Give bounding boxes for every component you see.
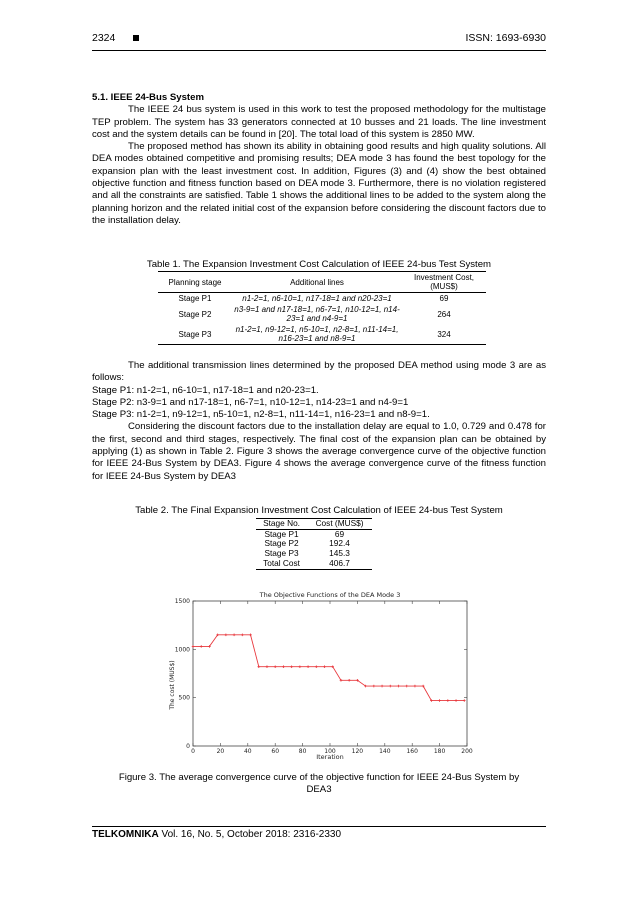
table1 — [158, 271, 486, 345]
table1-header-stage: Planning stage — [158, 272, 232, 293]
journal-name: TELKOMNIKA — [92, 829, 159, 840]
table1-cell-cost: 69 — [439, 294, 449, 303]
plot-area — [175, 598, 473, 755]
page-header — [92, 32, 546, 48]
x-tick-label: 0 — [191, 748, 195, 755]
series-line — [193, 635, 464, 701]
table2-cell: 145.3 — [329, 548, 350, 559]
x-tick-label: 100 — [324, 748, 336, 755]
page-footer — [92, 829, 341, 840]
plot-frame — [193, 601, 467, 746]
table-row — [158, 293, 486, 305]
table1-cell-cost: 264 — [437, 309, 451, 319]
table2-header-cost: Cost (MUS$) — [307, 519, 372, 530]
table2-cell: Stage P1 — [264, 528, 299, 539]
paragraph-4: Considering the discount factors due to the installation delay are equal to 1.0, 0.729 and 0.478 for the first, second and third stages, respectively. The final cost of the expansion plan can be obtained by applying (1) as shown in Table 2. Figure 3 shows the average convergence curve of the objective function for IEEE 24-Bus System by DEA3. Figure 4 shows the average convergence curve of the fitness function for IEEE 24-Bus System by DEA3 — [92, 421, 546, 482]
table2 — [256, 518, 372, 570]
table1-cell-cost: 324 — [402, 324, 486, 345]
journal-details: Vol. 16, No. 5, October 2018: 2316-2330 — [158, 829, 342, 840]
table2-cell: Stage P3 — [264, 548, 299, 559]
table-row — [158, 324, 486, 345]
footer-rule — [92, 826, 546, 827]
paragraph-3: The additional transmission lines determined by the proposed DEA method using mode 3 are as follows: — [92, 360, 546, 384]
y-tick-label: 500 — [178, 694, 190, 702]
y-tick-label: 1000 — [174, 646, 190, 654]
chart-title: The Objective Functions of the DEA Mode 3 — [259, 591, 401, 599]
x-tick-label: 80 — [298, 748, 307, 755]
table1-cell-stage: Stage P1 — [178, 294, 212, 303]
x-tick-label: 180 — [433, 748, 446, 755]
table1-cell-lines: n1-2=1, n9-12=1, n5-10=1, n2-8=1, n11-14=1, n16-23=1 and n8-9=1 — [232, 324, 402, 345]
x-tick-label: 60 — [271, 748, 280, 755]
stage-p1-line: Stage P1: n1-2=1, n6-10=1, n17-18=1 and n20-23=1. — [92, 384, 319, 396]
table1-cell-lines: n1-2=1, n6-10=1, n17-18=1 and n20-23=1 — [242, 294, 392, 303]
page-number: 2324 — [92, 32, 116, 44]
table-row — [256, 559, 372, 569]
stage-p2-line: Stage P2: n3-9=1 and n17-18=1, n6-7=1, n10-12=1, n14-23=1 and n4-9=1 — [92, 396, 409, 408]
table2-cell: Total Cost — [256, 559, 307, 569]
table1-cell-stage: Stage P3 — [158, 324, 232, 345]
x-tick-label: 160 — [406, 748, 418, 755]
stage-p3-line: Stage P3: n1-2=1, n9-12=1, n5-10=1, n2-8=1, n11-14=1, n16-23=1 and n8-9=1. — [92, 409, 430, 421]
table-row — [158, 304, 486, 324]
x-tick-label: 40 — [243, 748, 252, 755]
stages-text — [92, 360, 546, 483]
table2-cell: 406.7 — [307, 559, 372, 569]
convergence-chart — [150, 588, 490, 768]
table1-header-cost: Investment Cost, (MUS$) — [402, 272, 486, 293]
table2-header-stage: Stage No. — [256, 519, 307, 530]
header-rule — [92, 50, 546, 51]
table2-caption: Table 2. The Final Expansion Investment Cost Calculation of IEEE 24-bus Test System — [135, 505, 503, 516]
issn-label: ISSN: 1693-6930 — [465, 32, 546, 44]
table2-cell: 192.4 — [329, 538, 350, 549]
paragraph-2: The proposed method has shown its ability in obtaining good results and high quality solutions. All DEA modes obtained competitive and promising results; DEA mode 3 has found the best topology for the expansion plan with the least investment cost. In addition, Figures (3) and (4) show the best obtained objective function and fitness function based on DEA mode 3. Furthermore, there is no violation registered and all the constraints are satisfied. Table 1 shows the additional lines to be added to the system along the planning horizon and the related initial cost of the expansion before considering the discount factors due to the installation delay. — [92, 141, 546, 226]
x-tick-label: 140 — [379, 748, 391, 755]
table1-cell-lines: n3-9=1 and n17-18=1, n6-7=1, n10-12=1, n14-23=1 and n4-9=1 — [234, 305, 400, 323]
table1-header-lines: Additional lines — [232, 272, 402, 293]
table2-cell: Stage P2 — [264, 538, 299, 549]
square-bullet-icon — [133, 35, 139, 41]
x-tick-label: 120 — [351, 748, 364, 755]
x-tick-label: 200 — [461, 748, 473, 755]
y-tick-label: 0 — [186, 743, 190, 750]
figure3-caption: Figure 3. The average convergence curve of the objective function for IEEE 24-Bus System by DEA3 — [118, 772, 520, 795]
table2-cell: 69 — [334, 528, 345, 539]
y-tick-label: 1500 — [174, 598, 190, 605]
chart-xlabel: Iteration — [316, 753, 344, 761]
chart-ylabel: The cost (MUS$) — [169, 660, 176, 710]
section-title: 5.1. IEEE 24-Bus System — [92, 92, 204, 103]
table1-cell-stage: Stage P2 — [178, 309, 212, 319]
table1-caption: Table 1. The Expansion Investment Cost Calculation of IEEE 24-bus Test System — [146, 259, 492, 270]
x-tick-label: 20 — [216, 748, 225, 755]
paragraph-1: The IEEE 24 bus system is used in this work to test the proposed methodology for the multistage TEP problem. The system has 33 generators connected at 10 busses and 21 loads. The line investment cost and the system details can be found in [20]. The total load of this system is 2850 MW. — [92, 104, 546, 140]
section-body — [92, 92, 546, 227]
